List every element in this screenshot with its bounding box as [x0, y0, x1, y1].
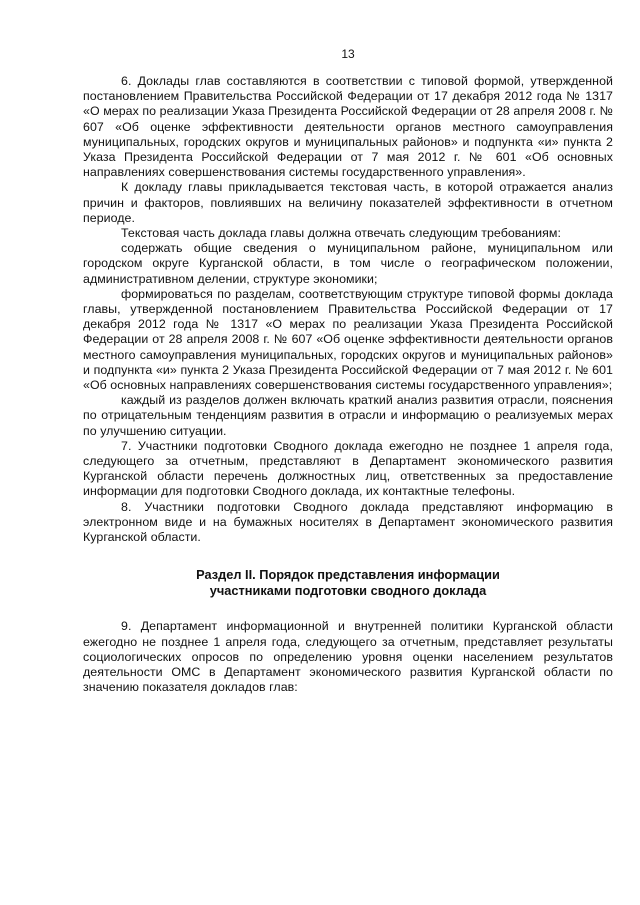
section-heading-line-1: Раздел II. Порядок представления информации [196, 567, 500, 583]
page-number: 13 [341, 47, 355, 61]
paragraph-requirements: Текстовая часть доклада главы должна отвечать следующим требованиям: [121, 226, 561, 241]
paragraph-sections: формироваться по разделам, соответствующим структуре типовой формы доклада главы, утвержденной постановлением Правительства Российской Федерации от 17 декабря 2012 года № 1317 «О мерах по реализации Указа Президента Российской Федерации от 28 апреля 2008 г. № 607 «Об оценке эффективности деятельности органов местного самоуправления муниципальных, городских округов и муниципальных районов» и подпункта «и» пункта 2 Указа Президента Российской Федерации от 7 мая 2012 г. № 601 «Об основных направлениях совершенствования системы государственного управления»; [83, 286, 613, 393]
section-heading [83, 567, 613, 599]
paragraph-8: 8. Участники подготовки Сводного доклада представляют информацию в электронном виде и на бумажных носителях в Департамент экономического развития Курганской области. [83, 499, 613, 545]
paragraph-analysis: каждый из разделов должен включать краткий анализ развития отрасли, пояснения по отрицательным тенденциям развития в отрасли и информацию о реализуемых мерах по улучшению ситуации. [83, 393, 613, 438]
paragraph-text-part: К докладу главы прикладывается текстовая часть, в которой отражается анализ причин и факторов, повлиявших на величину показателей эффективности в отчетном периоде. [83, 180, 613, 225]
paragraph-6: 6. Доклады глав составляются в соответствии с типовой формой, утвержденной постановлением Правительства Российской Федерации от 17 декабря 2012 года № 1317 «О мерах по реализации Указа Президента Российской Федерации от 28 апреля 2008 г. № 607 «Об оценке эффективности деятельности органов местного самоуправления муниципальных, городских округов и муниципальных районов» и подпункта «и» пункта 2 Указа Президента Российской Федерации от 7 мая 2012 г. № 601 «Об основных направлениях совершенствования системы государственного управления». [83, 74, 613, 180]
paragraph-7: 7. Участники подготовки Сводного доклада ежегодно не позднее 1 апреля года, следующего за отчетным, представляют в Департамент экономического развития Курганской области перечень должностных лиц, ответственных за предоставление информации для подготовки Сводного доклада, их контактные телефоны. [83, 438, 613, 499]
section-heading-line-2: участниками подготовки сводного доклада [209, 583, 487, 599]
document-page [83, 46, 613, 695]
paragraph-general-info: содержать общие сведения о муниципальном районе, муниципальном или городском округе Курганской области, в том числе о географическом положении, административном делении, структуре экономики; [83, 241, 613, 286]
paragraph-9: 9. Департамент информационной и внутренней политики Курганской области ежегодно не позднее 1 апреля года, следующего за отчетным, представляет результаты социологических опросов по определению уровня оценки населением результатов деятельности ОМС в Департамент экономического развития Курганской области по значению показателя докладов глав: [83, 619, 613, 695]
